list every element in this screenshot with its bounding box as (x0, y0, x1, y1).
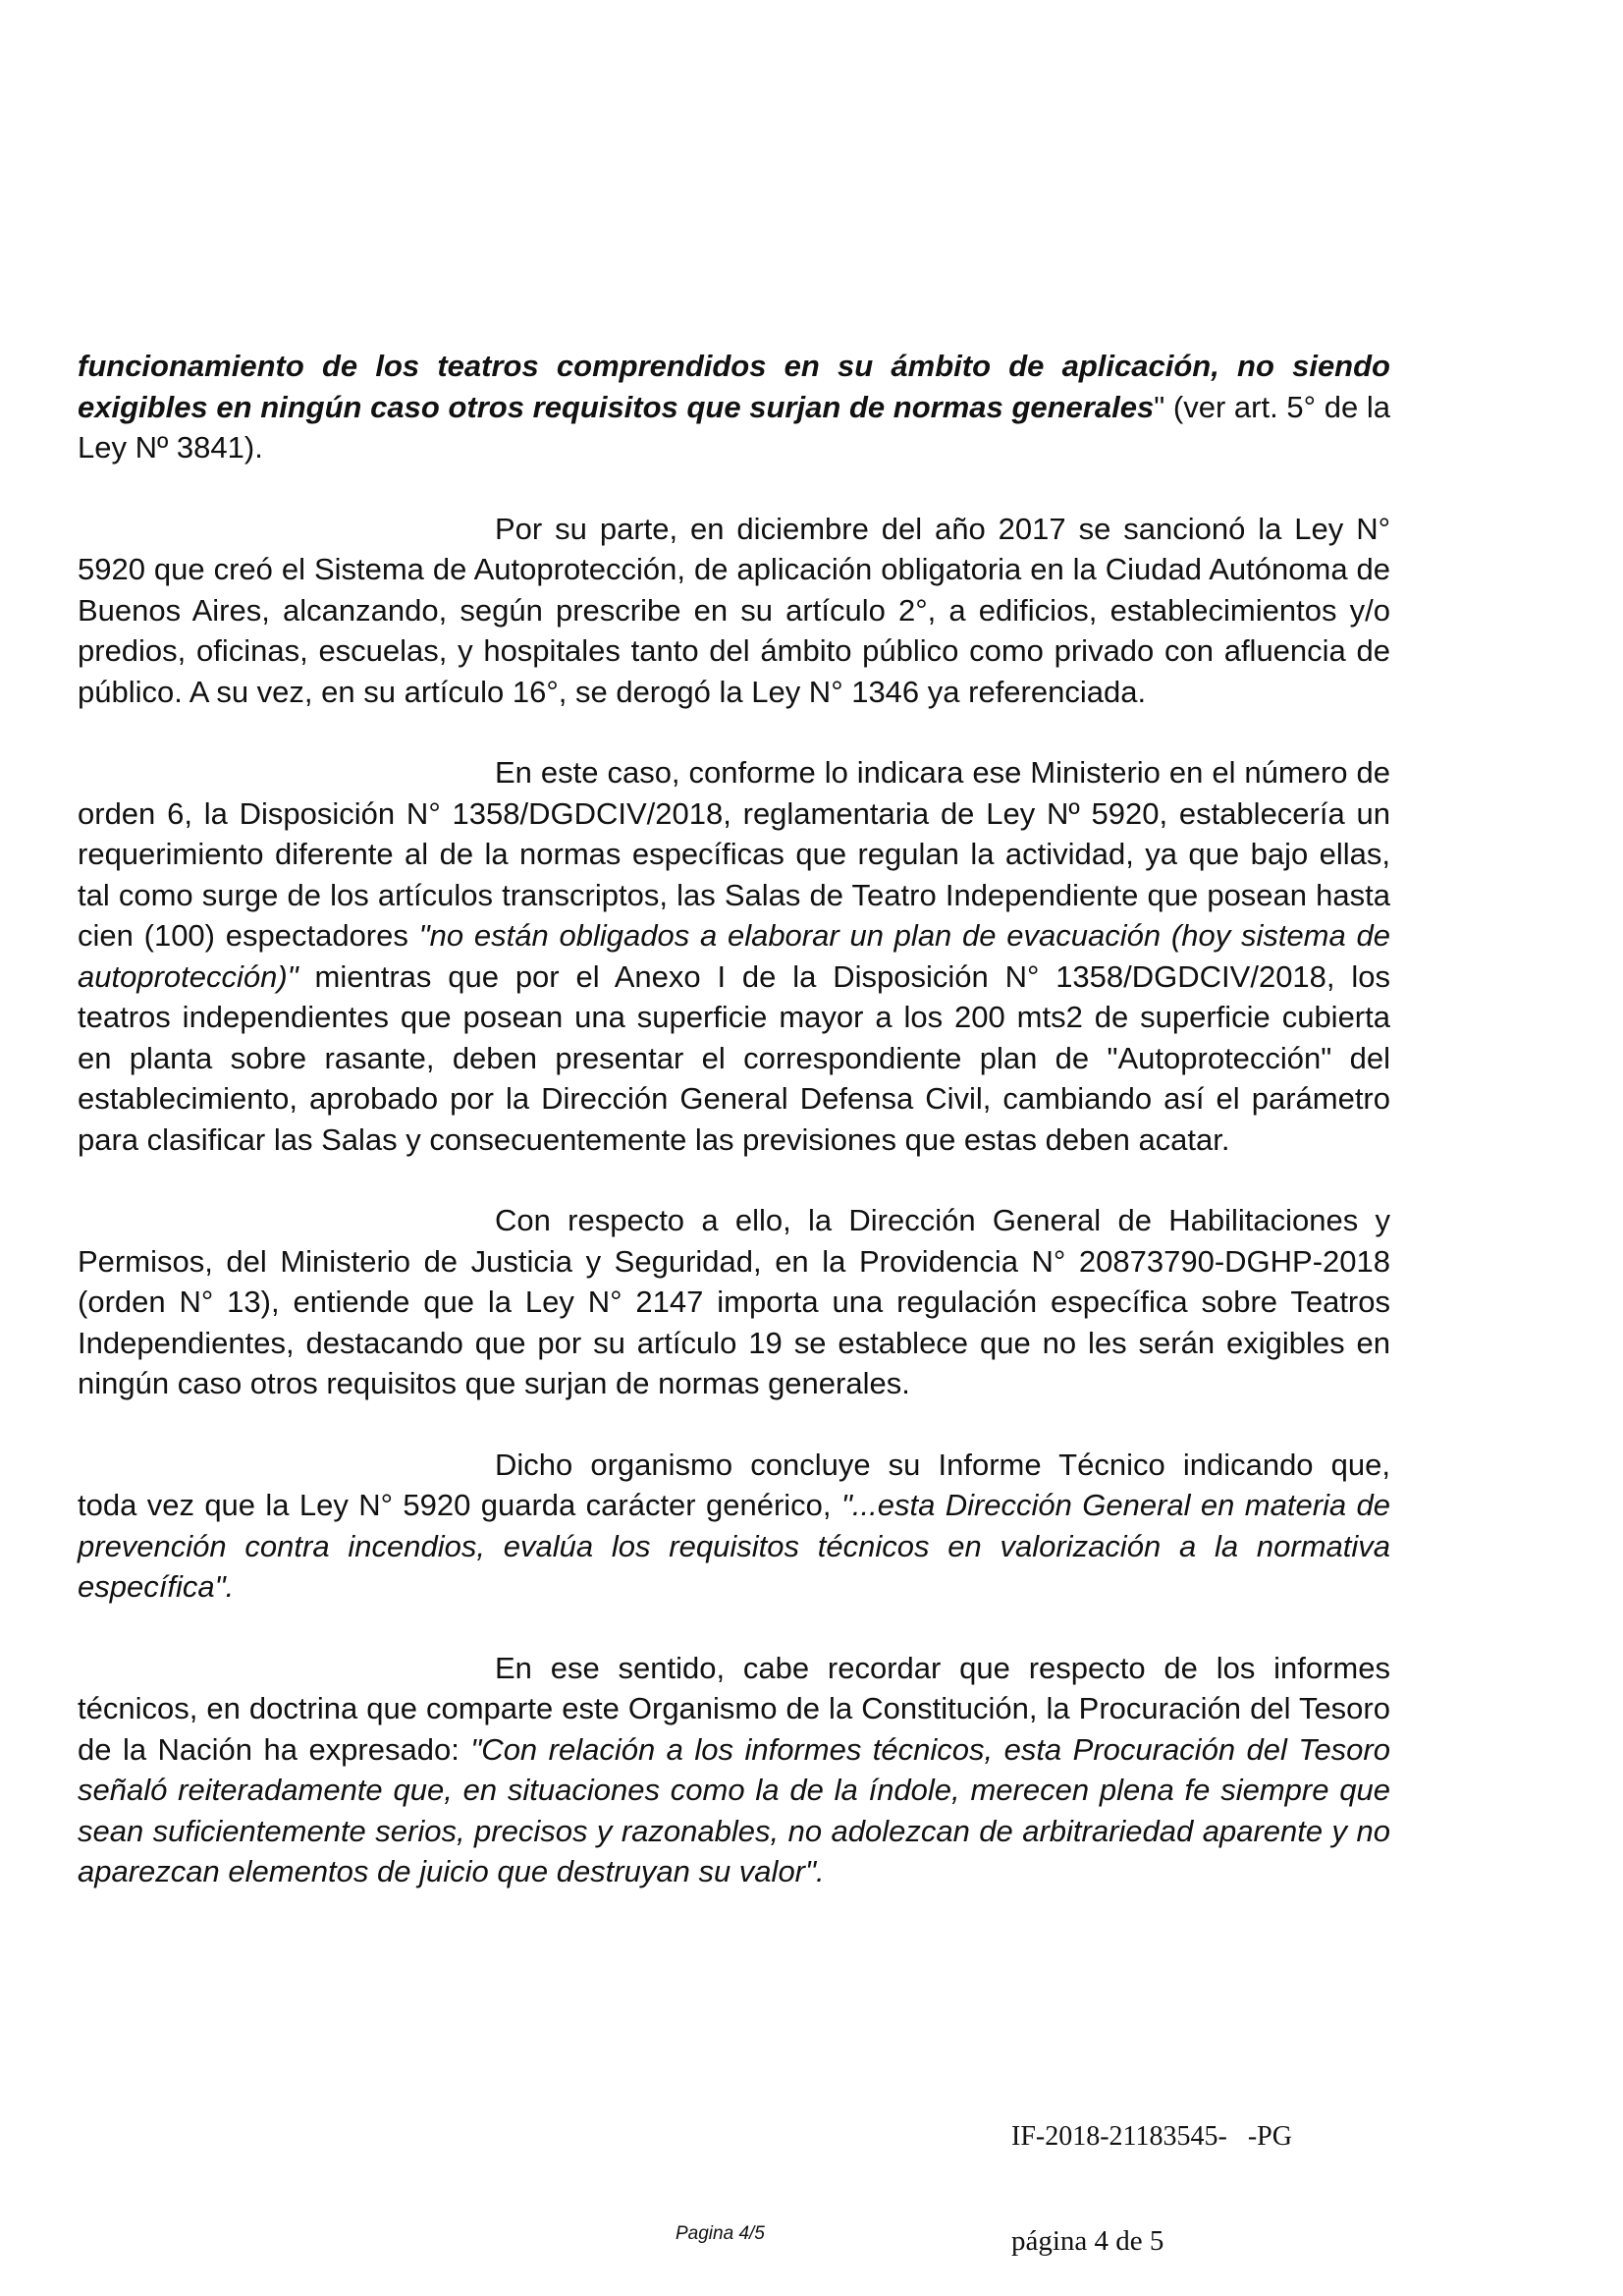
document-id: IF-2018-21183545- -PG (1011, 2121, 1292, 2152)
document-body (78, 346, 1390, 1933)
paragraph-text: " (ver art. 5° de la Ley Nº 3841). (78, 389, 1390, 465)
paragraph-6 (78, 1648, 1390, 1892)
quoted-text-bold: funcionamiento de los teatros comprendidos en su ámbito de aplicación, no siendo exigibles en ningún caso otros requisitos que surjan de normas generales (78, 349, 1390, 424)
paragraph-text: Con respecto a ello, la Dirección General de Habilitaciones y Permisos, del Ministerio de Justicia y Seguridad, en la Providencia N° 20873790-DGHP-2018 (orden N° 13), entiende que la Ley N° 2147 importa una regulación específica sobre Teatros Independientes, destacando que por su artículo 19 se establece que no les serán exigibles en ningún caso otros requisitos que surjan de normas generales. (78, 1203, 1390, 1400)
quoted-text-italic: "Con relación a los informes técnicos, esta Procuración del Tesoro señaló reiteradamente que, en situaciones como la de la índole, merecen plena fe siempre que sean suficientemente serios, precisos y razonables, no adolezcan de arbitrariedad aparente y no aparezcan elementos de juicio que destruyan su valor". (78, 1731, 1390, 1888)
paragraph-text: mientras que por el Anexo I de la Disposición N° 1358/DGDCIV/2018, los teatros independientes que posean una superficie mayor a los 200 mts2 de superficie cubierta en planta sobre rasante, deben presentar el correspondiente plan de "Autoprotección" del establecimiento, aprobado por la Dirección General Defensa Civil, cambiando así el parámetro para clasificar las Salas y consecuentemente las previsiones que estas deben acatar. (78, 958, 1390, 1157)
paragraph-text: Dicho organismo concluye su Informe Técnico indicando que, toda vez que la Ley N° 5920 guarda carácter genérico, (78, 1447, 1390, 1522)
paragraph-text: En este caso, conforme lo indicara ese Ministerio en el número de orden 6, la Disposición N° 1358/DGDCIV/2018, reglamentaria de Ley Nº 5920, establecería un requerimiento diferente al de la normas específicas que regulan la actividad, ya que bajo ellas, tal como surge de los artículos transcriptos, las Salas de Teatro Independiente que posean hasta cien (100) espectadores (78, 755, 1390, 953)
quoted-text-italic: "no están obligados a elaborar un plan de evacuación (hoy sistema de autoprotección)" (78, 918, 1390, 994)
paragraph-2 (78, 509, 1390, 713)
quoted-text-italic: "...esta Dirección General en materia de prevención contra incendios, evalúa los requisitos técnicos en valorización a la normativa específica". (78, 1488, 1390, 1604)
paragraph-3 (78, 752, 1390, 1160)
page-number-large: página 4 de 5 (1011, 2225, 1164, 2257)
paragraph-5 (78, 1445, 1390, 1608)
paragraph-1 (78, 346, 1390, 468)
page-number-small: Pagina 4/5 (676, 2223, 765, 2244)
paragraph-text: En ese sentido, cabe recordar que respecto de los informes técnicos, en doctrina que comparte este Organismo de la Constitución, la Procuración del Tesoro de la Nación ha expresado: (78, 1650, 1390, 1767)
paragraph-4 (78, 1200, 1390, 1404)
paragraph-text: Por su parte, en diciembre del año 2017 se sancionó la Ley N° 5920 que creó el Sistema de Autoprotección, de aplicación obligatoria en la Ciudad Autónoma de Buenos Aires, alcanzando, según prescribe en su artículo 2°, a edificios, establecimientos y/o predios, oficinas, escuelas, y hospitales tanto del ámbito público como privado con afluencia de público. A su vez, en su artículo 16°, se derogó la Ley N° 1346 ya referenciada. (78, 511, 1390, 709)
